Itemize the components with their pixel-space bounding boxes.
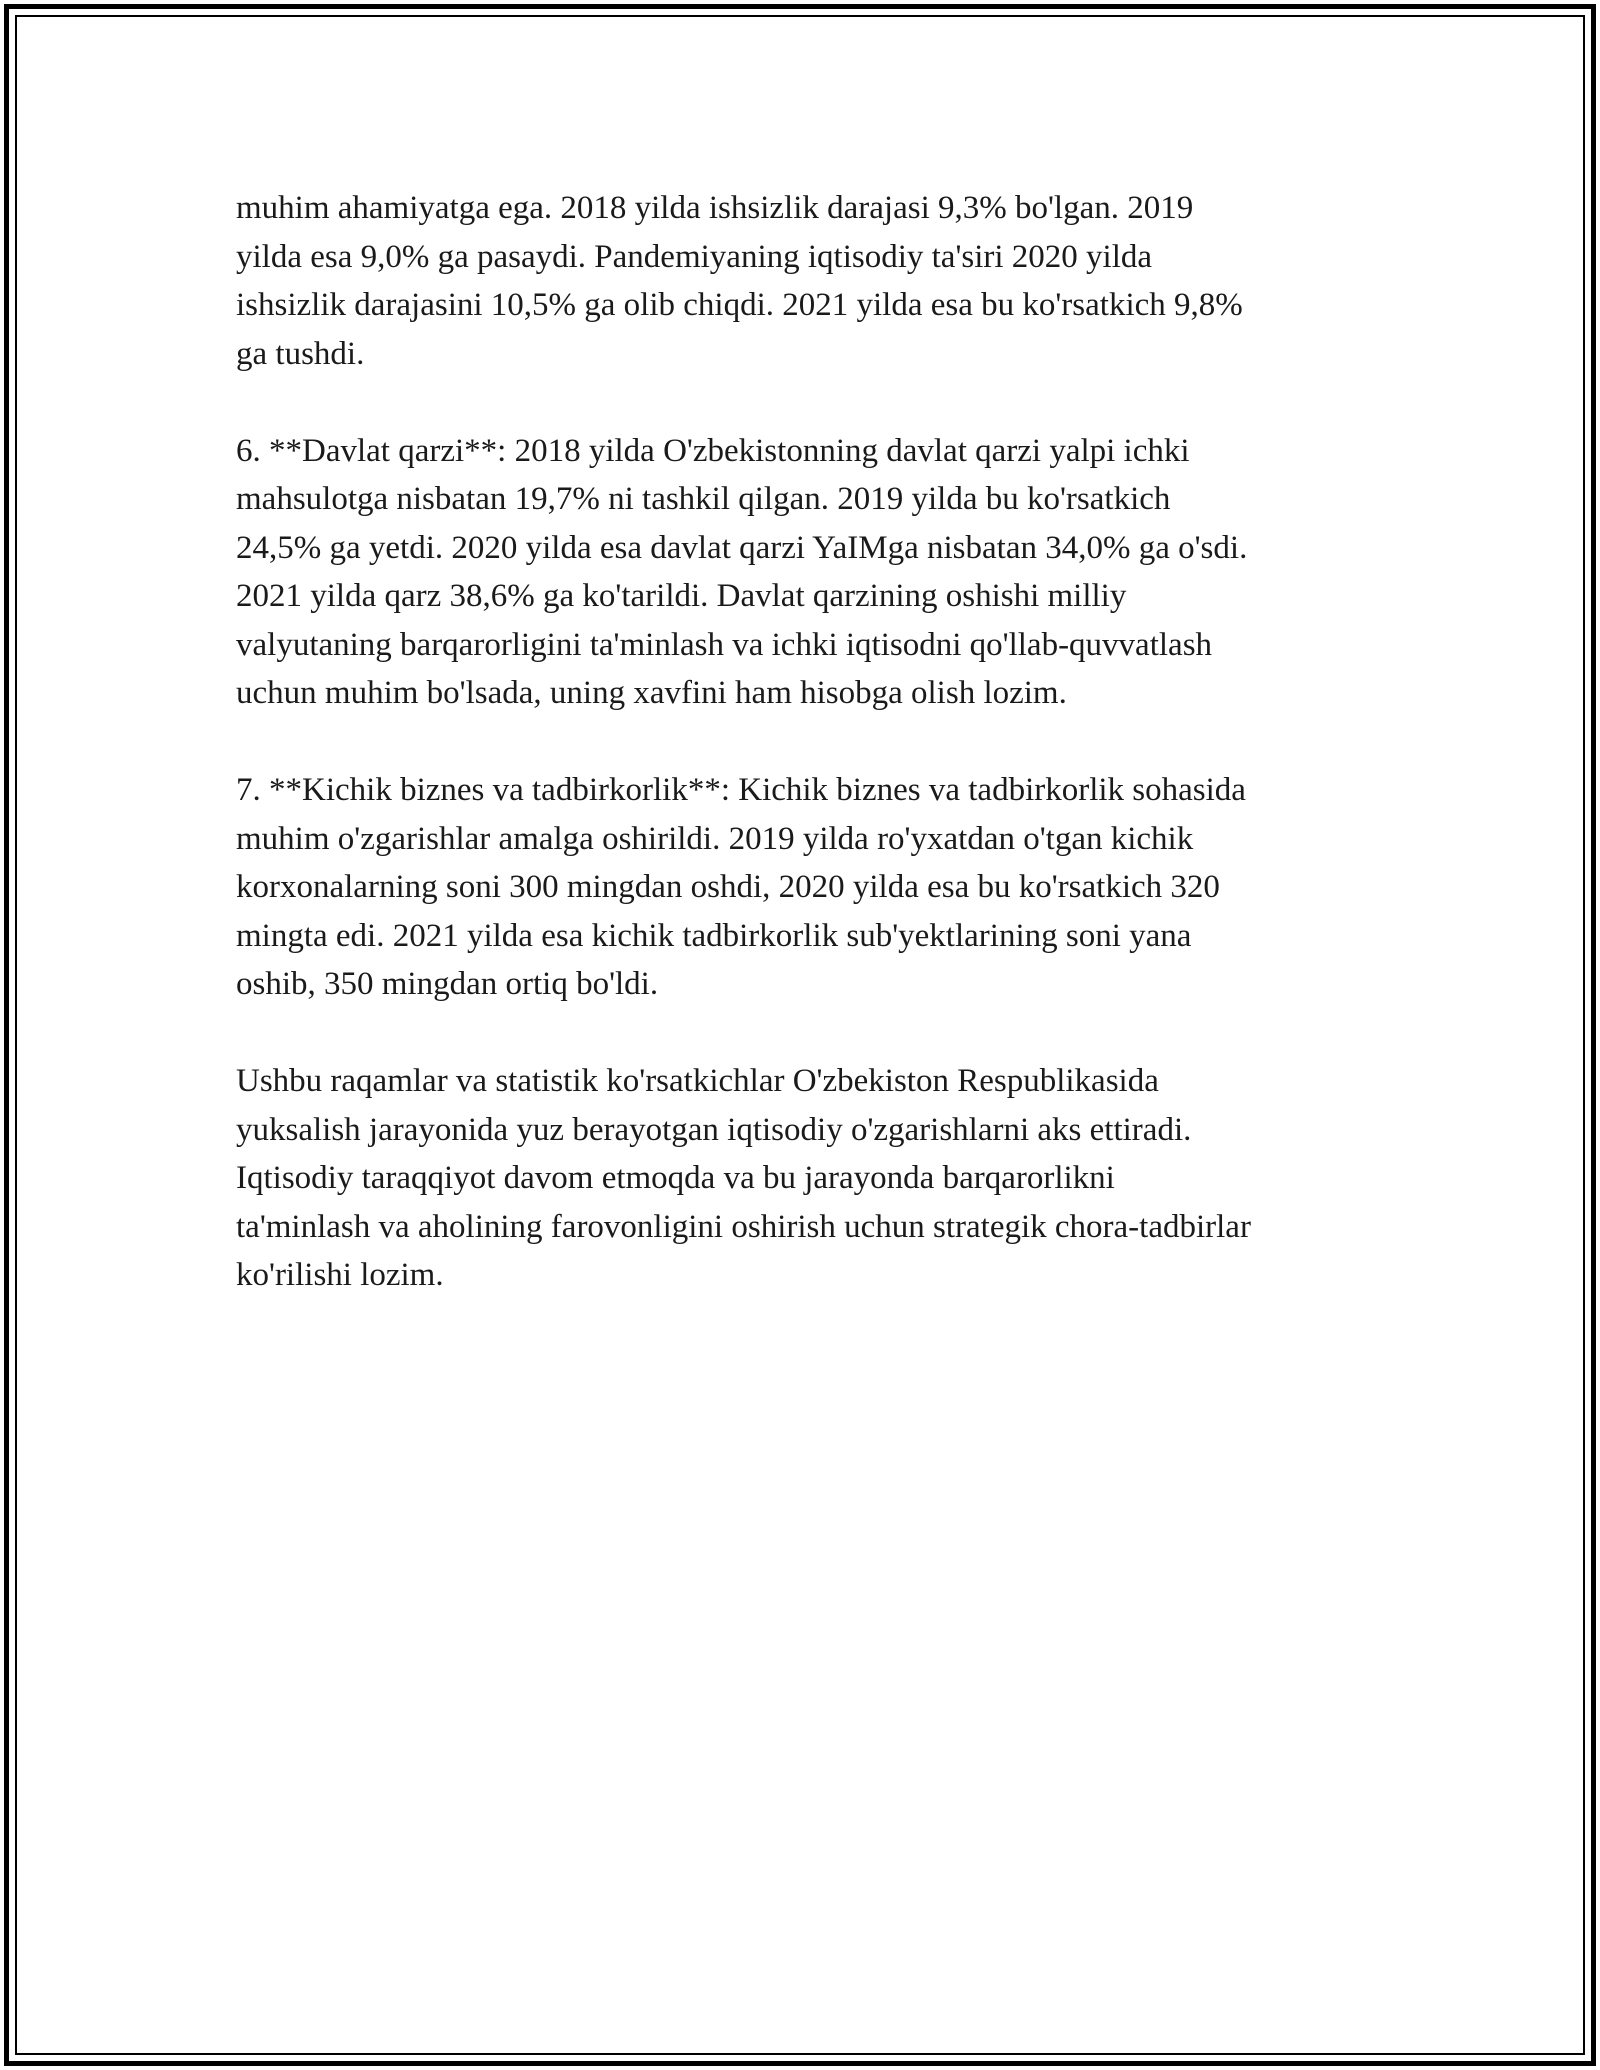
paragraph-public-debt: 6. **Davlat qarzi**: 2018 yilda O'zbekistonning davlat qarzi yalpi ichki mahsulotga nisbatan 19,7% ni tashkil qilgan. 2019 yilda bu ko'rsatkich 24,5% ga yetdi. 2020 yilda esa davlat qarzi YaIMga nisbatan 34,0% ga o'sdi. 2021 yilda qarz 38,6% ga ko'tarildi. Davlat qarzining oshishi milliy valyutaning barqarorligini ta'minlash va ichki iqtisodni qo'llab-quvvatlash uchun muhim bo'lsada, uning xavfini ham hisobga olish lozim. <box>236 432 1248 711</box>
paragraph-small-business: 7. **Kichik biznes va tadbirkorlik**: Kichik biznes va tadbirkorlik sohasida muhim o'zgarishlar amalga oshirildi. 2019 yilda ro'yxatdan o'tgan kichik korxonalarning soni 300 mingdan oshdi, 2020 yilda esa bu ko'rsatkich 320 mingta edi. 2021 yilda esa kichik tadbirkorlik sub'yektlarining soni yana oshib, 350 mingdan ortiq bo'ldi. <box>236 772 1246 1002</box>
document-body <box>236 184 1376 1348</box>
paragraph-conclusion: Ushbu raqamlar va statistik ko'rsatkichlar O'zbekiston Respublikasida yuksalish jarayonida yuz berayotgan iqtisodiy o'zgarishlarni aks ettiradi. Iqtisodiy taraqqiyot davom etmoqda va bu jarayonda barqarorlikni ta'minlash va aholining farovonligini oshirish uchun strategik chora-tadbirlar ko'rilishi lozim. <box>236 1063 1251 1293</box>
paragraph-unemployment: muhim ahamiyatga ega. 2018 yilda ishsizlik darajasi 9,3% bo'lgan. 2019 yilda esa 9,0% ga pasaydi. Pandemiyaning iqtisodiy ta'siri 2020 yilda ishsizlik darajasini 10,5% ga olib chiqdi. 2021 yilda esa bu ko'rsatkich 9,8% ga tushdi. <box>236 190 1243 372</box>
